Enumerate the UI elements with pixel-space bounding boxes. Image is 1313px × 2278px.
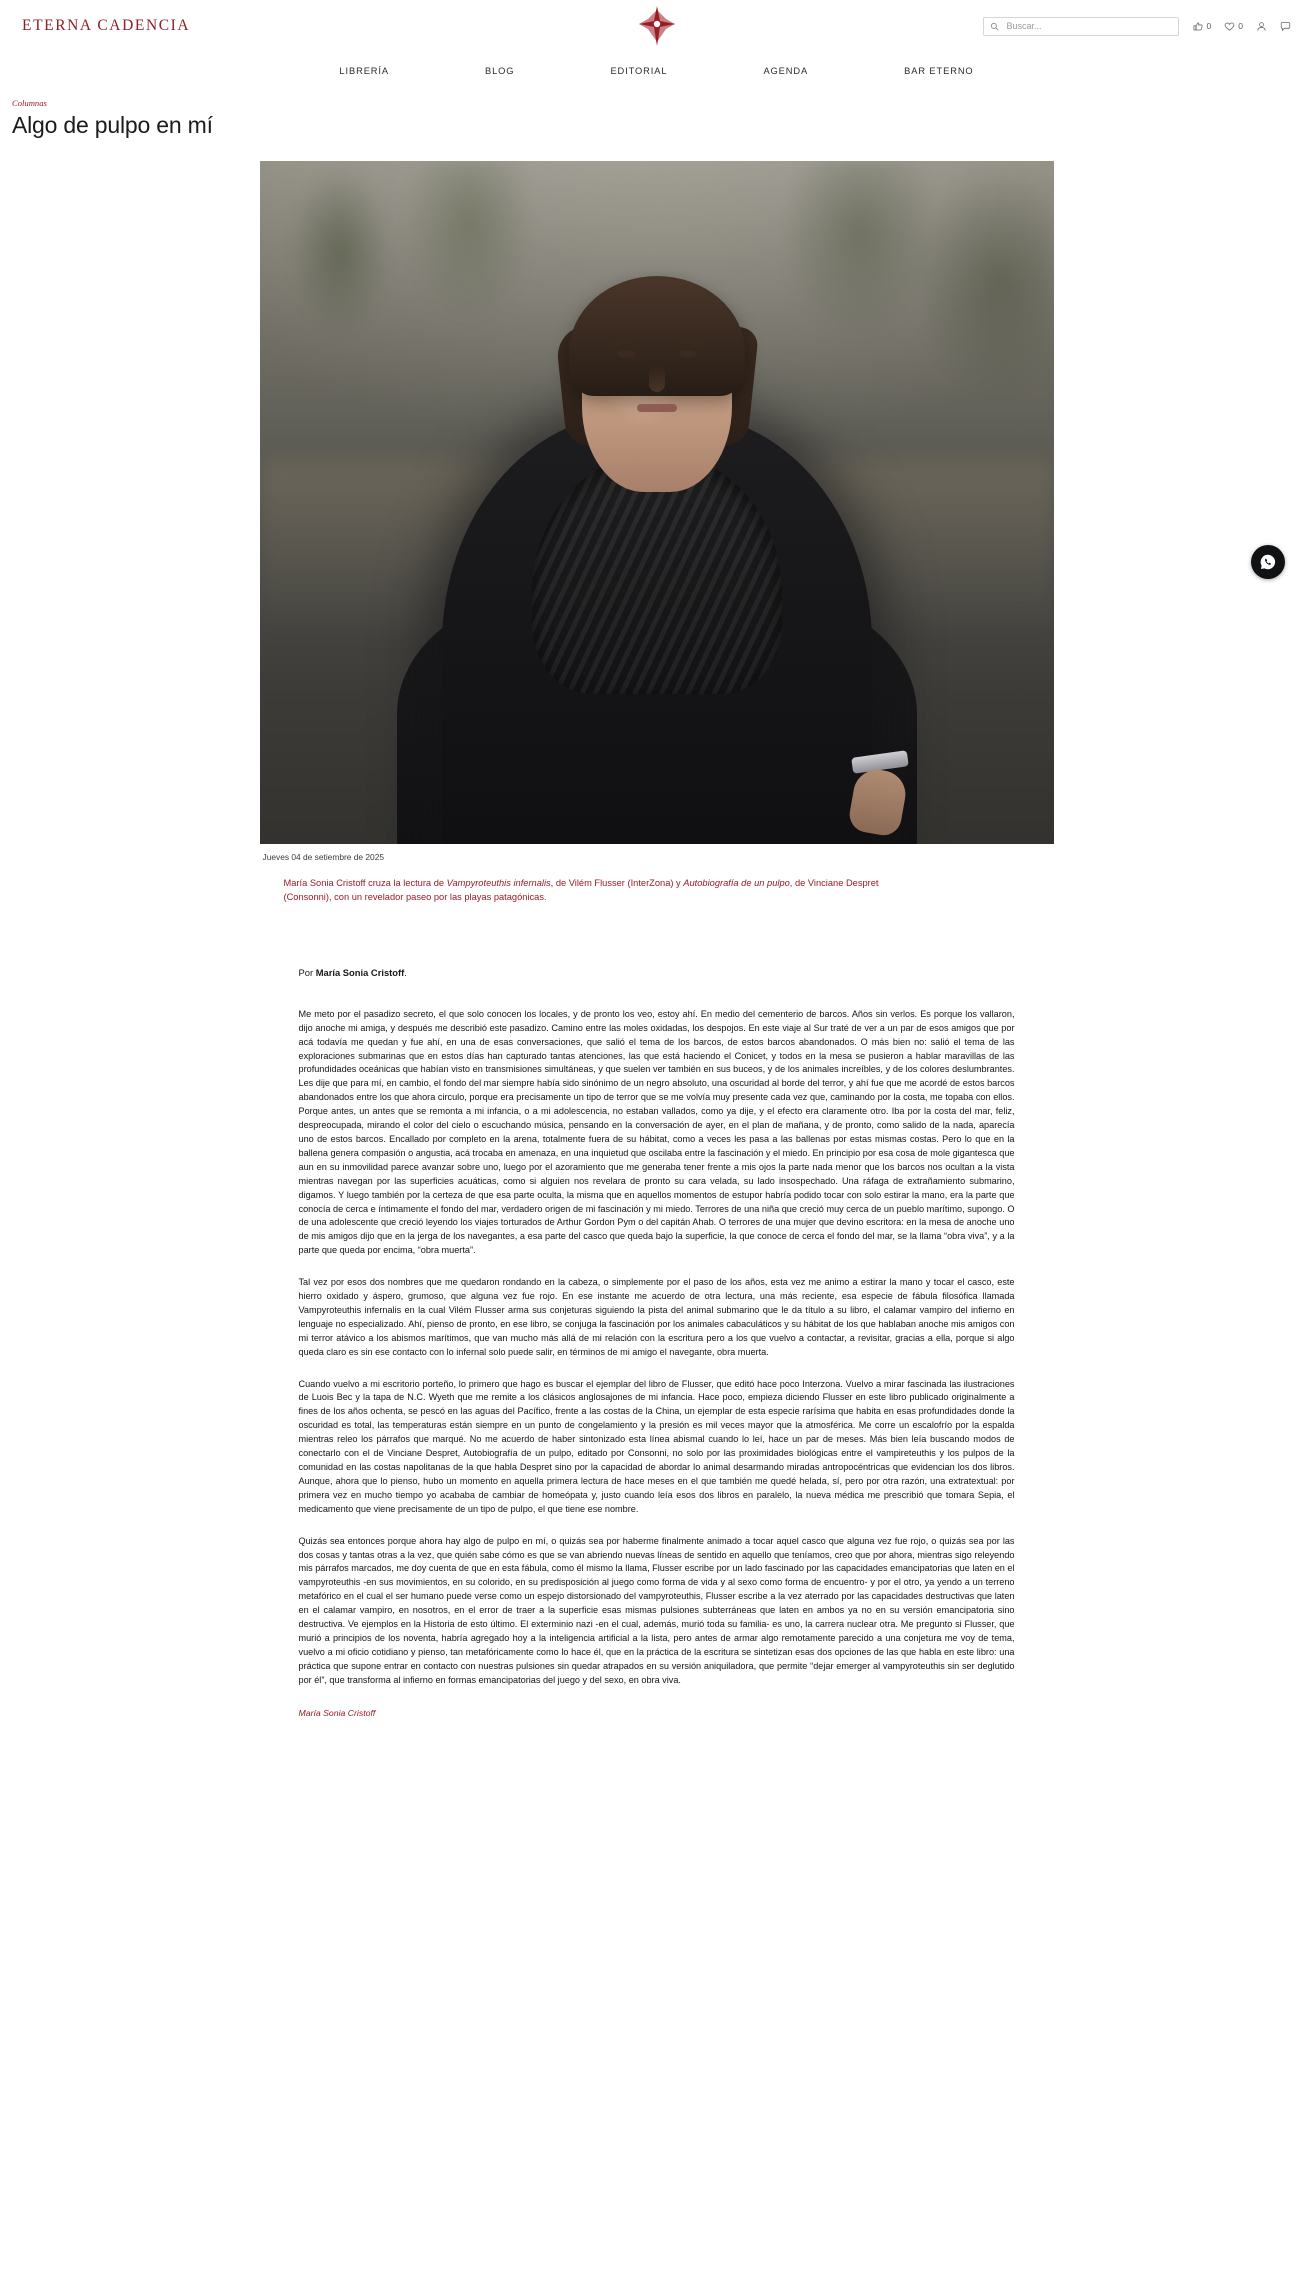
whatsapp-icon[interactable] [1251,545,1285,579]
portrait-eye-left [617,350,635,358]
byline-author[interactable]: María Sonia Cristoff [315,966,405,978]
article-kicker[interactable]: Columnas [12,98,47,108]
nav-item-bar-eterno[interactable]: BAR ETERNO [904,66,974,76]
portrait-eye-right [679,350,697,358]
article-header [0,88,1313,139]
user-icon[interactable] [1256,21,1267,32]
article-paragraph: Me meto por el pasadizo secreto, el que solo conocen los locales, y de pronto los veo, estoy ahí. En medio del cementerio de barcos. Años sin verlos. Es porque los vallaron, dijo anoche mi amiga, y después me describió este pasadizo. Camino entre las moles oxidadas, los despojos. En este viaje al Sur traté de ver a un par de esos amigos que por acá todavía me quedan y fue ahí, en una de esas conversaciones, que salió el tema de los barcos, de estos barcos abandonados. O más bien no: salió el tema de las exploraciones submarinas que en estos días han capturado tantas atenciones, las que está haciendo el Conicet, y todos en la mesa se pusieron a hablar maravillas de las profundidades oceánicas que habían visto en transmisiones simultáneas, y que suelen ver también en sus buceos, y de los animales increíbles, y de los colores deslumbrantes. Les dije que para mí, en cambio, el fondo del mar siempre había sido sinónimo de un negro absoluto, una oscuridad al borde del terror, y ahí fue que me acordé de estos barcos abandonados entre los que ahora circulo, porque era precisamente un tipo de terror que se me volvía muy presente cada vez que, caminando por la costa, me topaba con ellos. Porque antes, un antes que se remonta a mi infancia, o a mi adolescencia, no estaban vallados, como ya dije, y el efecto era claramente otro. Iba por la costa del mar, feliz, despreocupada, mirando el color del cielo o escuchando música, pensando en la conversación de ayer, en el plan de mañana, y de pronto, como salido de la nada, aparecía uno de estos barcos. Encallado por completo en la arena, totalmente fuera de su hábitat, como a veces les pasa a las ballenas por estas mismas costas. Pero lo que en la ballena genera compasión o angustia, acá trocaba en amenaza, en una inquietud que oscilaba entre la fascinación y el miedo. En principio por esa cosa de mole gigantesca que aun en su inmovilidad parece avanzar sobre uno, luego por el azoramiento que me generaba tener frente a mis ojos la parte nada menor que los barcos nos ocultan a la vista mientras navegan por las superficies acuáticas, como si alguien nos revelara de pronto su cara velada, su lado insospechado. Una ráfaga de extrañamiento submarino, digamos. Y luego también por la certeza de que esa parte oculta, la misma que en aquellos momentos de estupor habría podido tocar con solo estirar la mano, era la parte que conocía de cerca e íntimamente el fondo del mar, verdadero origen de mi fascinación y mi miedo. Terrores de una niña que creció muy cerca de un pueblo marítimo, supongo. O de una adolescente que creció leyendo los viajes torturados de Arthur Gordon Pym o del capitán Ahab. O terrores de una mujer que devino escritora: en la mesa de anoche uno de mis amigos dijo que en la jerga de los navegantes, a esa parte del casco que queda bajo la superficie, la que conoce de cerca el fondo del mar, se la llama “obra viva”, y a la parte que queda por encima, “obra muerta”. [298,1008,1015,1256]
lede-text-2: , de Vilém Flusser (InterZona) y [550,878,684,888]
article-paragraph: Quizás sea entonces porque ahora hay algo de pulpo en mí, o quizás sea por haberme finalmente animado a tocar aquel casco que alguna vez fue rojo, o quizás sea por las dos cosas y tantas otras a la vez, que quién sabe cómo es que se van abriendo nuevas líneas de sentido en aquello que teníamos, creo que por ahora, mientras sigo releyendo mis párrafos marcados, me doy cuenta de que en esta fábula, como él mismo la llama, Flusser escribe por un lado fascinado por las capacidades emancipatorias que laten en el vampyroteuthis -en sus movimientos, en su colorido, en su predisposición al juego como forma de vida y al sexo como forma de encuentro- y por el otro, ya yendo a un terreno metafórico en el cual el ser humano puede verse como un espejo distorsionado del vampyroteuthis, Flusser escribe a la vez aterrado por las capacidades destructivas que laten en el calamar vampiro, en nosotros, en el error de traer a la superficie esas mismas pulsiones subterráneas que laten en ambos ya no en su versión emancipatoria sino destructiva. Ve ejemplos en la Historia de esto último. El exterminio nazi -en el cual, además, murió toda su familia- es uno, la carrera nuclear otra. Me pregunto si Flusser, que murió a principios de los noventa, habría agregado hoy a la inteligencia artificial a la lista, pero antes de armar algo remotamente parecido a una conjetura me voy de tema, vuelvo a mi oficio cotidiano y pienso, tan metafóricamente como lo hace él, que en la práctica de la escritura se sintetizan esas dos opciones de las que habla en este libro: una práctica que supone entrar en contacto con nuestras pulsiones sin quedar atrapados en su versión aniquiladora, que permite “dejar emerger al vampyroteuthis sin ser deglutido por él”, que transforma al infierno en formas emancipatorias del juego y del sexo, en obra viva. [298,1535,1015,1685]
compass-star-logo[interactable] [635,4,679,48]
lede-work-title-1: Vampyroteuthis infernalis [446,878,551,888]
nav-item-editorial[interactable]: EDITORIAL [610,66,668,76]
header-icon-row [1193,21,1291,32]
article-lede [284,876,894,905]
lede-text-3: , de Vinciane Despret (Consonni), con un revelador paseo por las playas patagónicas. [283,878,879,903]
comment-icon[interactable] [1280,21,1291,32]
lede-text-1: María Sonia Cristoff cruza la lectura de [283,878,447,888]
search-input[interactable] [1005,20,1172,32]
article-hero [260,161,1054,905]
page-title: Algo de pulpo en mí [12,112,213,138]
nav-item-agenda[interactable]: AGENDA [763,66,809,76]
article-body [299,967,1015,1744]
article-signature: María Sonia Cristoff [298,1707,376,1718]
search-box[interactable] [983,17,1179,36]
search-icon [990,22,999,31]
nav-item-libreria[interactable]: LIBRERÍA [339,66,389,76]
portrait-mouth [637,404,677,412]
header-right [983,17,1291,36]
byline-prefix: Por [298,966,316,978]
article-byline [299,967,1015,978]
portrait-nose [649,366,665,392]
nav-item-blog[interactable]: BLOG [485,66,515,76]
article-paragraph: Tal vez por esos dos nombres que me quedaron rondando en la cabeza, o simplemente por el paso de los años, esta vez me animo a estirar la mano y tocar el casco, este hierro oxidado y áspero, grumoso, que alguna vez fue rojo. En ese instante me acuerdo de otra lectura, una más reciente, esa especie de fábula filosófica llamada Vampyroteuthis infernalis en la cual Vilém Flusser arma sus conjeturas siguiendo la pista del animal submarino que le da título a su libro, el calamar vampiro del infierno en lenguaje no especializado. Ahí, pienso de pronto, en ese libro, se conjuga la fascinación por los animales cabaculáticos y su hábitat de los que hablaban anoche mis amigos con mi terror atávico a los abismos marítimos, que van mucho más allá de mi relación con la escritura pero a los que vuelvo a contactar, a revisitar, gracias a ella, porque si algo queda claro es sin ese contacto con lo infernal solo puede salir, en términos de mi amigo el navegante, obra muerta. [298,1277,1015,1357]
article-date: Jueves 04 de setiembre de 2025 [262,852,385,862]
heart-icon[interactable] [1224,21,1243,32]
site-header [0,0,1313,52]
site-brand[interactable]: ETERNA CADENCIA [22,17,191,34]
thumbs-up-icon[interactable] [1193,21,1212,32]
thumbs-up-count: 0 [1206,21,1212,31]
article-hero-image [260,161,1054,844]
main-nav [0,52,1313,88]
heart-count: 0 [1238,21,1243,31]
byline-suffix: . [404,966,407,978]
lede-work-title-2: Autobiografía de un pulpo [683,878,790,888]
article-paragraph: Cuando vuelvo a mi escritorio porteño, lo primero que hago es buscar el ejemplar del libro de Flusser, que editó hace poco Interzona. Vuelvo a mirar fascinada las ilustraciones de Luois Bec y la tapa de N.C. Wyeth que me remite a los clásicos anglosajones de mi infancia. Hace poco, empieza diciendo Flusser en este libro publicado originalmente a fines de los años ochenta, se pescó en las aguas del Pacífico, frente a las costas de la China, un ejemplar de esta especie rarísima que habita en esas profundidades donde la oscuridad es total, las temperaturas están siempre en un punto de congelamiento y la presión es mil veces mayor que la atmosférica. Me corre un escalofrío por la espalda mientras releo los párrafos que marqué. No me acuerdo de haber sintonizado esta línea abismal cuando lo leí, hace un par de meses. Más bien leía buscando modos de conectarlo con el de Vinciane Despret, Autobiografía de un pulpo, editado por Consonni, no solo por las proximidades biológicas entre el vampireteuthis y los pulpos de la comunidad en las costas napolitanas de la que habla Despret sino por la capacidad de abordar lo animal desarmando miradas antropocéntricas que evidencian los dos libros. Aunque, ahora que lo pienso, hubo un momento en aquella primera lectura de hace meses en el que también me quedé helada, sí, pero por otra razón, una extratextual: por primera vez en mucho tiempo yo acababa de cambiar de homeópata y, justo cuando leía esos dos libros en paralelo, la nueva médica me prescribió que tomara Sepia, el medicamento que viene precisamente de un tipo de pulpo, el que tiene ese nombre. [298,1378,1015,1514]
